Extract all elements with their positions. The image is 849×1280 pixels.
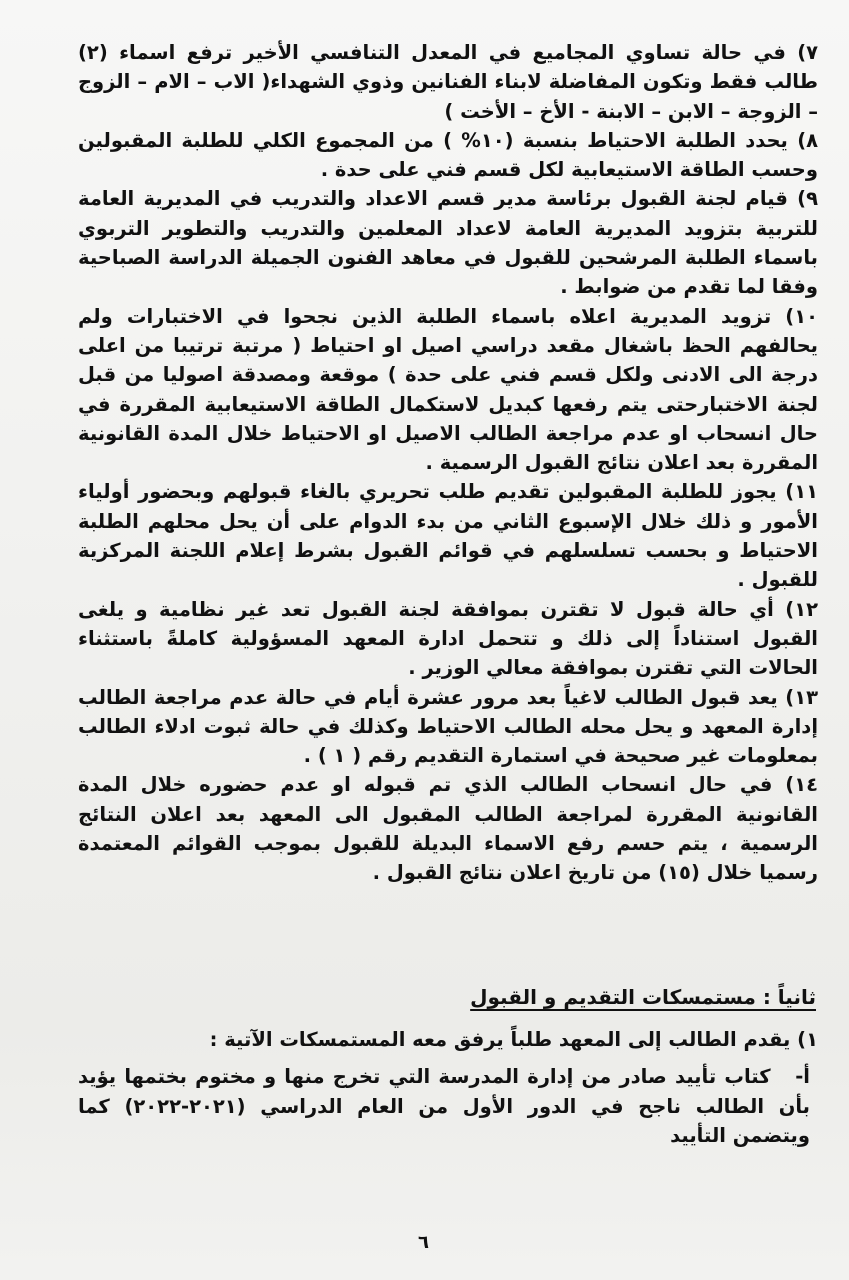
rule-text: تزويد المديرية اعلاه باسماء الطلبة الذين نجحوا في الاختبارات ولم يحالفهم الحظ باشغال مقعد دراسي اصيل او احتياط bbox=[78, 304, 818, 357]
rule-item-12 bbox=[78, 595, 818, 683]
subitem-letter: أ- bbox=[795, 1065, 810, 1089]
rule-item-11 bbox=[78, 477, 818, 594]
section-heading: ثانياً : مستمسكات التقديم و القبول bbox=[470, 985, 816, 1009]
rule-text: يعد قبول الطالب لاغياً بعد مرور عشرة أيام في حالة عدم مراجعة الطالب إدارة المعهد و يحل محله الطالب الاحتياط وكذلك في حالة ثبوت ادلاء الطالب بمعلومات غير صحيحة في استمارة التقديم رقم ( ١ ) . bbox=[78, 685, 818, 768]
rule-number: ١١) bbox=[785, 480, 818, 504]
rule-item-13 bbox=[78, 683, 818, 771]
rule-text: موقعة ومصدقة اصوليا من قبل لجنة الاختبارحتى يتم رفعها كبديل لاستكمال الطاقة الاستيعابية المقررة في حال انسحاب او عدم مراجعة الطالب الاصيل او الاحتياط خلال المدة القانونية المقررة بعد اعلان نتائج القبول الرسمية . bbox=[78, 363, 818, 475]
rule-number: ٨) bbox=[797, 128, 819, 152]
rule-item-14 bbox=[78, 770, 818, 887]
rule-number: ٧) bbox=[797, 41, 819, 64]
rule-number: ١٣) bbox=[785, 685, 818, 709]
rule-item-7 bbox=[78, 38, 818, 126]
rule-number: ١٠) bbox=[785, 304, 818, 328]
rule-number: ١٢) bbox=[785, 597, 818, 621]
requirement-subitem-a bbox=[78, 1062, 818, 1150]
requirement-text: يقدم الطالب إلى المعهد طلباً يرفق معه المستمسكات الآتية : bbox=[209, 1028, 791, 1051]
rule-item-9 bbox=[78, 184, 818, 301]
section-2-body bbox=[78, 1025, 818, 1150]
rule-number: ١٤) bbox=[785, 773, 819, 797]
rule-text: في حالة تساوي المجاميع في المعدل التنافسي الأخير ترفع اسماء (٢) طالب فقط وتكون المفاضلة لابناء الفنانين وذوي الشهداء( الاب – الام – الزوج – الزوجة – الابن – الابنة - الأخ – الأخت ) bbox=[78, 41, 818, 123]
page-number: ٦ bbox=[418, 1232, 429, 1253]
requirement-number: ١) bbox=[797, 1028, 818, 1051]
rule-text: يجوز للطلبة المقبولين تقديم طلب تحريري بالغاء قبولهم وبحضور أولياء الأمور و ذلك خلال الإسبوع الثاني من بدء الدوام على أن يحل محلهم الطلبة الاحتياط و بحسب تسلسلهم في قوائم القبول بشرط إعلام اللجنة المركزية للقبول . bbox=[78, 480, 818, 592]
rule-text: يحدد الطلبة الاحتياط بنسبة (١٠% ) من المجموع الكلي للطلبة المقبولين وحسب الطاقة الاستيعابية لكل قسم فني على حدة . bbox=[78, 128, 818, 182]
rule-item-10 bbox=[78, 302, 818, 478]
rule-number: ٩) bbox=[797, 187, 818, 211]
rule-text: قيام لجنة القبول برئاسة مدير قسم الاعداد والتدريب في المديرية العامة للتربية بتزويد المديرية العامة لاعداد المعلمين والتدريب والتطوير التربوي باسماء الطلبة المرشحين للقبول في معاهد الفنون الجميلة الدراسة الصباحية وفقا لما تقدم من ضوابط . bbox=[78, 187, 818, 299]
rule-text-emphasis: ( مرتبة ترتيبا من اعلى درجة الى الادنى ولكل قسم فني على حدة ) bbox=[78, 333, 819, 387]
rule-item-8 bbox=[78, 126, 818, 185]
rule-text: في حال انسحاب الطالب الذي تم قبوله او عدم حضوره خلال المدة القانونية المقررة لمراجعة الطالب المقبول الى المعهد بعد اعلان النتائج الرسمية ، يتم حسم رفع الاسماء البديلة للقبول بموجب القوائم المعتمدة رسميا خلال (١٥) من تاريخ اعلان نتائج القبول . bbox=[78, 773, 818, 885]
rule-text: أي حالة قبول لا تقترن بموافقة لجنة القبول تعد غير نظامية و يلغى القبول استناداً إلى ذلك و تتحمل ادارة المعهد المسؤولية كاملةً باستثناء الحالات التي تقترن بموافقة معالي الوزير . bbox=[78, 597, 818, 680]
rules-list bbox=[78, 38, 818, 888]
requirement-item-1 bbox=[78, 1025, 818, 1054]
subitem-text: كتاب تأييد صادر من إدارة المدرسة التي تخرج منها و مختوم بختمها يؤيد بأن الطالب ناجح في الدور الأول من العام الدراسي (٢٠٢١-٢٠٢٢) كما ويتضمن التأييد bbox=[78, 1065, 810, 1147]
